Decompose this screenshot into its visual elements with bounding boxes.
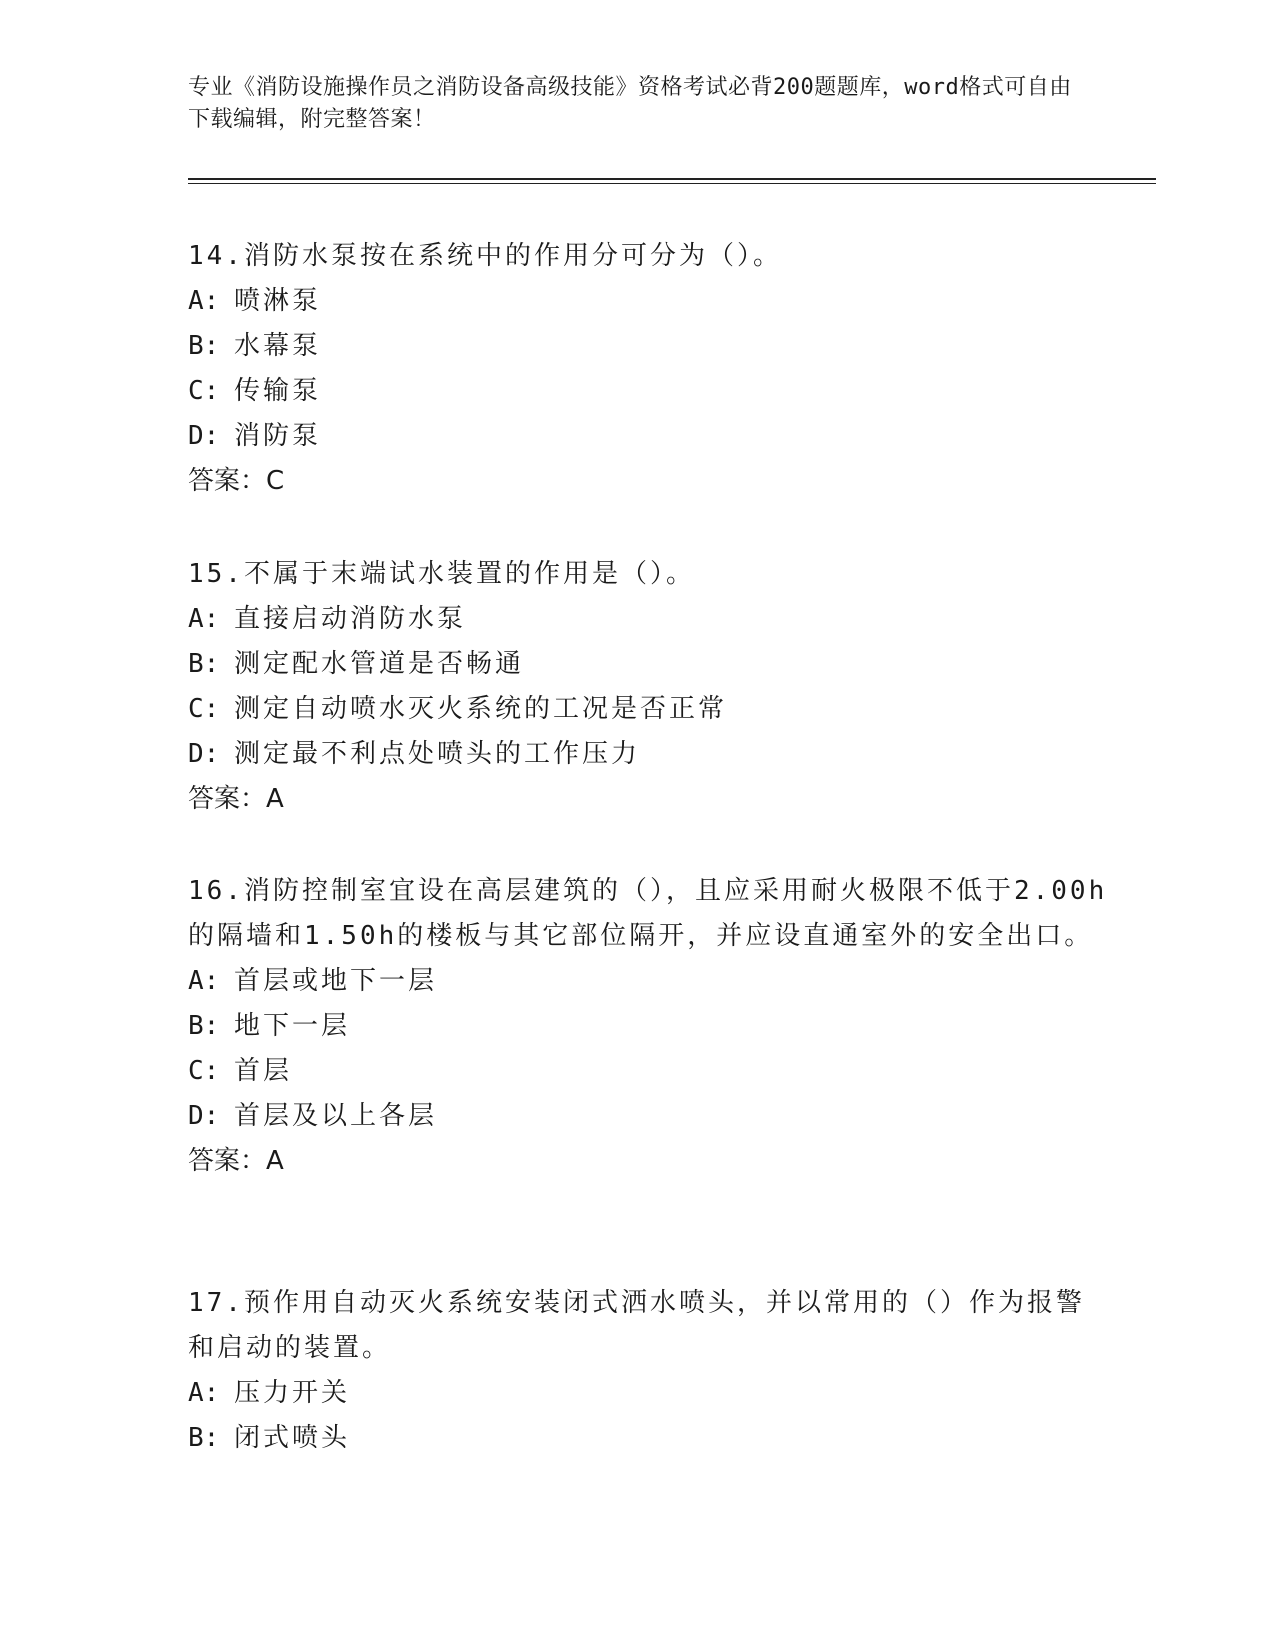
option-letter: D: bbox=[188, 421, 220, 451]
question-stem: 15.不属于末端试水装置的作用是（）。 bbox=[188, 559, 695, 589]
option-text: 测定最不利点处喷头的工作压力 bbox=[234, 739, 641, 769]
option-c bbox=[188, 369, 1108, 414]
question-15 bbox=[188, 552, 1108, 822]
option-text: 测定自动喷水灭火系统的工况是否正常 bbox=[234, 694, 728, 724]
option-text: 闭式喷头 bbox=[234, 1423, 351, 1453]
question-stem: 16.消防控制室宜设在高层建筑的（），且应采用耐火极限不低于2.00h的隔墙和1.50h的楼板与其它部位隔开，并应设直通室外的安全出口。 bbox=[188, 876, 1108, 951]
question-stem: 17.预作用自动灭火系统安装闭式洒水喷头，并以常用的（）作为报警和启动的装置。 bbox=[188, 1288, 1085, 1363]
header-divider-thin bbox=[188, 183, 1156, 184]
option-letter: C: bbox=[188, 376, 220, 406]
question-14 bbox=[188, 234, 1108, 504]
option-letter: A: bbox=[188, 1378, 220, 1408]
option-text: 首层或地下一层 bbox=[234, 966, 438, 996]
option-b bbox=[188, 1004, 1108, 1049]
option-letter: B: bbox=[188, 331, 220, 361]
option-text: 传输泵 bbox=[234, 376, 322, 406]
option-letter: B: bbox=[188, 1423, 220, 1453]
option-text: 喷淋泵 bbox=[234, 286, 322, 316]
answer-line: 答案：C bbox=[188, 466, 285, 496]
option-text: 直接启动消防水泵 bbox=[234, 604, 467, 634]
option-c bbox=[188, 687, 1108, 732]
option-letter: A: bbox=[188, 286, 220, 316]
option-text: 测定配水管道是否畅通 bbox=[234, 649, 525, 679]
option-c bbox=[188, 1049, 1108, 1094]
question-17 bbox=[188, 1281, 1108, 1461]
option-text: 首层及以上各层 bbox=[234, 1101, 438, 1131]
question-16 bbox=[188, 869, 1108, 1184]
option-d bbox=[188, 1094, 1108, 1139]
option-text: 压力开关 bbox=[234, 1378, 351, 1408]
option-d bbox=[188, 414, 1108, 459]
option-letter: D: bbox=[188, 1101, 220, 1131]
option-letter: C: bbox=[188, 694, 220, 724]
question-stem: 14.消防水泵按在系统中的作用分可分为（）。 bbox=[188, 241, 782, 271]
option-a bbox=[188, 1371, 1108, 1416]
header-divider bbox=[188, 178, 1156, 180]
option-letter: B: bbox=[188, 1011, 220, 1041]
option-b bbox=[188, 324, 1108, 369]
option-text: 地下一层 bbox=[234, 1011, 351, 1041]
option-text: 首层 bbox=[234, 1056, 293, 1086]
option-a bbox=[188, 959, 1108, 1004]
option-letter: C: bbox=[188, 1056, 220, 1086]
option-d bbox=[188, 732, 1108, 777]
option-letter: A: bbox=[188, 604, 220, 634]
answer-line: 答案：A bbox=[188, 784, 284, 814]
document-header: 专业《消防设施操作员之消防设备高级技能》资格考试必背200题题库，word格式可自由下载编辑，附完整答案！ bbox=[188, 75, 1072, 132]
option-letter: A: bbox=[188, 966, 220, 996]
option-a bbox=[188, 279, 1108, 324]
option-letter: D: bbox=[188, 739, 220, 769]
option-b bbox=[188, 642, 1108, 687]
option-text: 水幕泵 bbox=[234, 331, 322, 361]
answer-line: 答案：A bbox=[188, 1146, 284, 1176]
option-b bbox=[188, 1416, 1108, 1461]
option-letter: B: bbox=[188, 649, 220, 679]
option-a bbox=[188, 597, 1108, 642]
option-text: 消防泵 bbox=[234, 421, 322, 451]
